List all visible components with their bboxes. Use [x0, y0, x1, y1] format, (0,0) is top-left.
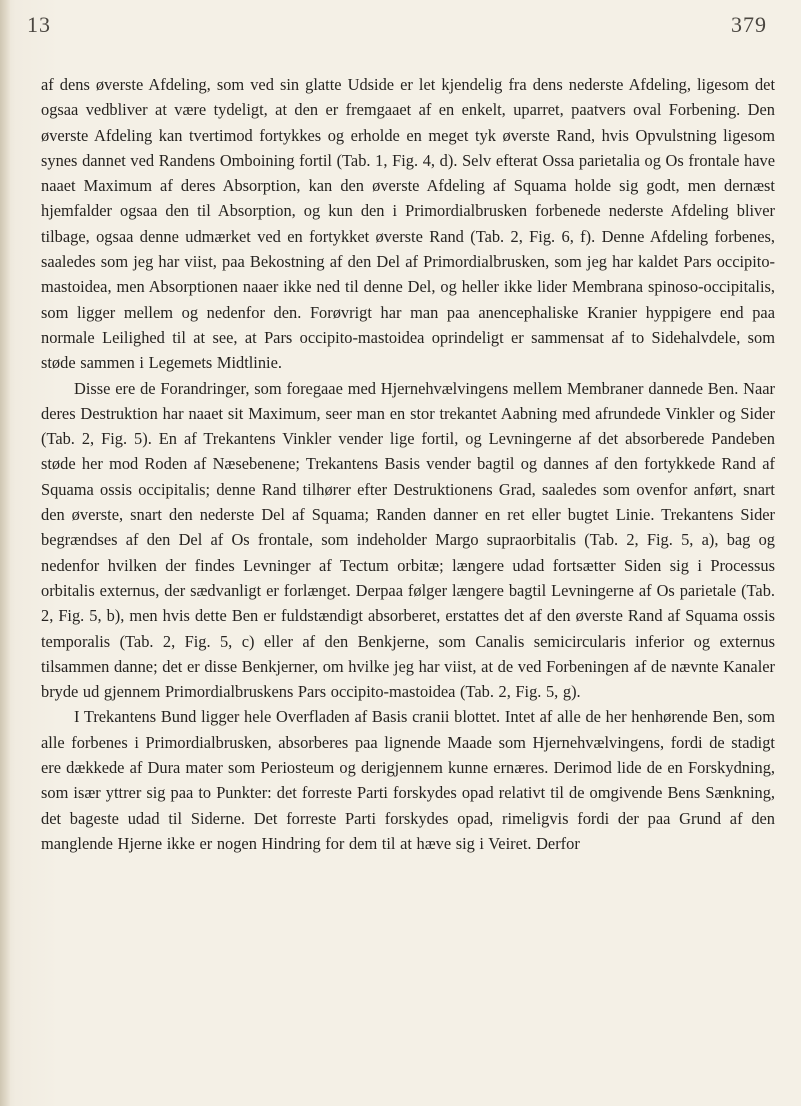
paragraph-2: Disse ere de Forandringer, som foregaae med Hjernehvælvingens mellem Membraner dannede Ben. Naar deres Destruktion har naaet sit Maximum, seer man en stor trekantet Aabning med afrundede Vinkler og Sider (Tab. 2, Fig. 5). En af Trekantens Vinkler vender lige fortil, og Levningerne af det absorberede Pandeben støde her mod Roden af Næsebenene; Trekantens Basis vender bagtil og dannes af den fortykkede Rand af Squama ossis occipitalis; denne Rand tilhører efter Destruktionens Grad, saaledes som ovenfor anført, snart den øverste, snart den nederste Del af Squama; Randen danner en ret eller bugtet Linie. Trekantens Sider begrændses af den Del af Os frontale, som indeholder Margo supraorbitalis (Tab. 2, Fig. 5, a), bag og nedenfor hvilken der findes Levninger af Tectum orbitæ; længere udad fortsætter Siden sig i Processus orbitalis externus, der sædvanligt er forlænget. Derpaa følger længere bagtil Levningerne af Os parietale (Tab. 2, Fig. 5, b), men hvis dette Ben er fuldstændigt absorberet, erstattes det af den øverste Rand af Squama ossis temporalis (Tab. 2, Fig. 5, c) eller af den Benkjerne, som Canalis semicircularis inferior og externus tilsammen danne; det er disse Benkjerner, om hvilke jeg har viist, at de ved Forbeningen af de nævnte Kanaler bryde ud gjennem Primordialbruskens Pars occipito-mastoidea (Tab. 2, Fig. 5, g). [41, 378, 775, 702]
paragraph-3: I Trekantens Bund ligger hele Overfladen af Basis cranii blottet. Intet af alle de her henhørende Ben, som alle forbenes i Primordialbrusken, absorberes paa lignende Maade som Hjernehvælvingens, fordi de stadigt ere dækkede af Dura mater som Periosteum og derigjennem kunne ernæres. Derimod lide de en Forskydning, som især yttrer sig paa to Punkter: det forreste Parti forskydes opad relativt til de omgivende Bens Sænkning, det bageste udad til Siderne. Det forreste Parti forskydes opad, rimeligvis fordi der paa Grund af den manglende Hjerne ikke er nogen Hindring for dem til at hæve sig i Veiret. Derfor [41, 707, 775, 853]
body-text [41, 72, 775, 856]
right-page-number: 379 [731, 12, 767, 37]
page-header [0, 0, 801, 60]
left-page-number: 13 [27, 12, 51, 37]
page-binding-shadow [0, 0, 10, 1106]
paragraph-1: af dens øverste Afdeling, som ved sin glatte Udside er let kjendelig fra dens nederste Afdeling, ligesom det ogsaa vedbliver at være tydeligt, at den er fremgaaet af en enkelt, uparret, paatvers oval Forbening. Den øverste Afdeling kan tvertimod fortykkes og erholde en meget tyk øverste Rand, hvis Opvulstning ligesom synes dannet ved Randens Omboining fortil (Tab. 1, Fig. 4, d). Selv efterat Ossa parietalia og Os frontale have naaet Maximum af deres Absorption, kan den øverste Afdeling af Squama holde sig godt, men dernæst hjemfalder ogsaa den til Absorption, og kun den i Primordialbrusken forbenede nederste Afdeling bliver tilbage, ogsaa denne udmærket ved en fortykket øverste Rand (Tab. 2, Fig. 6, f). Denne Afdeling forbenes, saaledes som jeg har viist, paa Bekostning af den Del af Primordialbrusken, som jeg har kaldet Pars occipito-mastoidea, men Absorptionen naaer ikke ned til denne Del, og heller ikke lider Membrana spinoso-occipitalis, som ligger mellem og nedenfor den. Forøvrigt har man paa anencephaliske Kranier hyppigere end paa normale Leilighed til at see, at Pars occipito-mastoidea oprindeligt er sammensat af to Sidehalvdele, som støde sammen i Legemets Midtlinie. [41, 75, 775, 373]
